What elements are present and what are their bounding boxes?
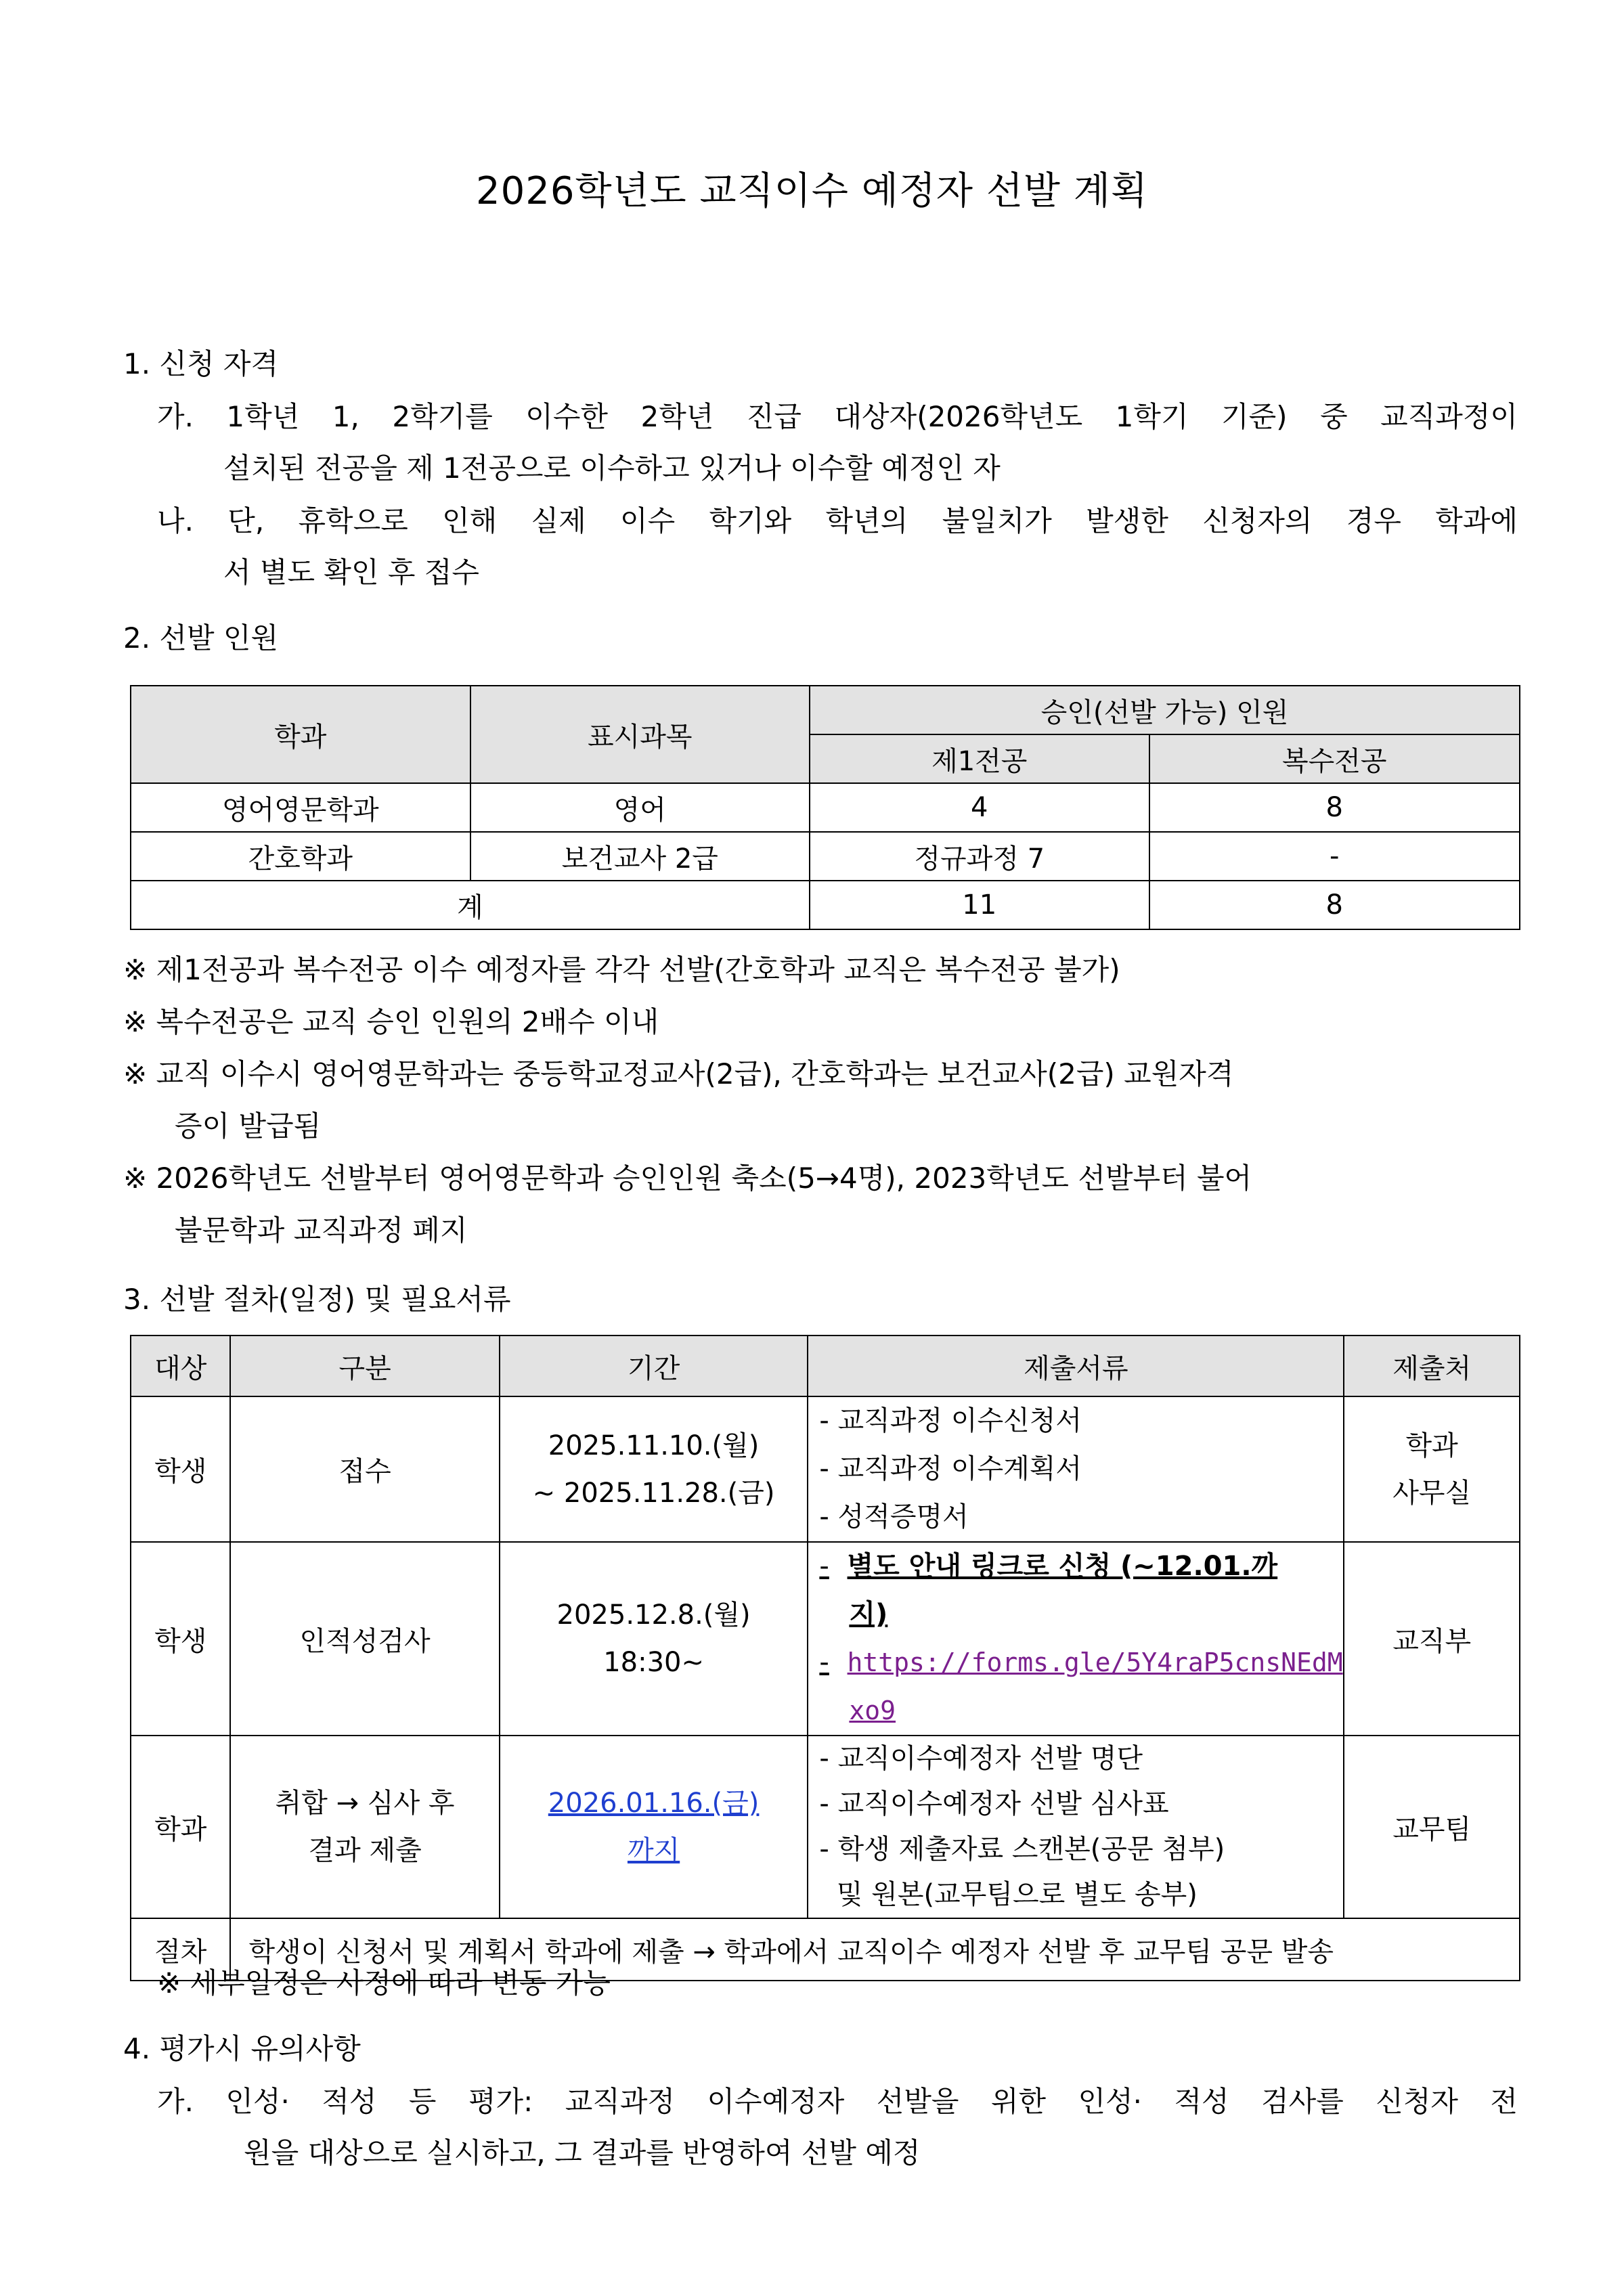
schedule-docs	[808, 1542, 1344, 1736]
table-row	[131, 783, 1520, 832]
table-row	[131, 1542, 1520, 1736]
period-deadline: 2026.01.16.(금)	[548, 1788, 760, 1819]
period-start: 2025.11.10.(월)	[548, 1430, 760, 1461]
schedule-header-type: 구분	[230, 1335, 499, 1396]
type-line: 취합 → 심사 후	[275, 1788, 455, 1819]
section1-item-b-line1: 나. 단, 휴학으로 인해 실제 이수 학기와 학년의 불일치가 발생한 신청자의 경우 학과에	[157, 504, 1518, 537]
doc-dash: -	[819, 1551, 829, 1582]
form-link[interactable]: https://forms.gle/5Y4raP5cnsNEdM	[847, 1648, 1343, 1677]
schedule-type: 접수	[230, 1396, 499, 1542]
schedule-dest: 교무팀	[1344, 1736, 1520, 1918]
schedule-period	[500, 1396, 808, 1542]
quota-major1: 4	[810, 783, 1149, 832]
section2-note-2: ※ 복수전공은 교직 승인 인원의 2배수 이내	[123, 1005, 659, 1038]
quota-total-label: 계	[131, 881, 810, 929]
schedule-docs	[808, 1396, 1344, 1542]
page-title: 2026학년도 교직이수 예정자 선발 계획	[475, 169, 1149, 213]
doc-item: - 성적증명서	[819, 1501, 969, 1532]
table-row-total	[131, 881, 1520, 929]
quota-double: -	[1149, 832, 1520, 881]
quota-header-major1: 제1전공	[810, 734, 1149, 783]
doc-item: - 교직과정 이수신청서	[819, 1405, 1082, 1436]
period-deadline-suffix: 까지	[627, 1835, 680, 1866]
doc-item-apply-cont	[819, 1591, 1343, 1639]
section1-item-a-line1: 가. 1학년 1, 2학기를 이수한 2학년 진급 대상자(2026학년도 1학기 기준) 중 교직과정이	[157, 400, 1518, 433]
schedule-table	[130, 1335, 1520, 1981]
doc-item: - 교직과정 이수계획서	[819, 1453, 1082, 1484]
apply-instruction-cont: 지)	[849, 1599, 888, 1630]
schedule-header-target: 대상	[131, 1335, 230, 1396]
period-end: ~ 2025.11.28.(금)	[532, 1477, 775, 1509]
section1-item-a-line2: 설치된 전공을 제 1전공으로 이수하고 있거나 이수할 예정인 자	[223, 451, 1001, 485]
quota-table	[130, 685, 1520, 930]
schedule-header-dest: 제출처	[1344, 1335, 1520, 1396]
section2-note-3-cont: 증이 발급됨	[175, 1109, 322, 1143]
period-time: 18:30~	[603, 1647, 704, 1678]
schedule-header-period: 기간	[500, 1335, 808, 1396]
period-date: 2025.12.8.(월)	[556, 1599, 751, 1631]
doc-item: - 교직이수예정자 선발 심사표	[819, 1788, 1169, 1819]
schedule-header-docs: 제출서류	[808, 1335, 1344, 1396]
section2-heading: 2. 선발 인원	[123, 621, 279, 655]
schedule-docs	[808, 1736, 1344, 1918]
section2-note-1: ※ 제1전공과 복수전공 이수 예정자를 각각 선발(간호학과 교직은 복수전공 불가)	[123, 953, 1120, 986]
quota-subject: 영어	[470, 783, 810, 832]
section3-heading: 3. 선발 절차(일정) 및 필요서류	[123, 1283, 511, 1316]
table-row	[131, 1736, 1520, 1918]
doc-item: - 학생 제출자료 스캔본(공문 첨부)	[819, 1834, 1225, 1865]
section4-item-a-line2: 원을 대상으로 실시하고, 그 결과를 반영하여 선발 예정	[244, 2136, 921, 2169]
schedule-target: 학생	[131, 1542, 230, 1736]
procedure-label: 절차	[131, 1918, 230, 1981]
quota-double: 8	[1149, 783, 1520, 832]
quota-dept: 영어영문학과	[131, 783, 470, 832]
form-link-cont[interactable]: xo9	[849, 1696, 896, 1725]
schedule-type	[230, 1736, 499, 1918]
section2-note-3: ※ 교직 이수시 영어영문학과는 중등학교정교사(2급), 간호학과는 보건교사(2급) 교원자격	[123, 1057, 1234, 1090]
type-line: 결과 제출	[308, 1835, 422, 1866]
schedule-period	[500, 1736, 808, 1918]
dest-line: 사무실	[1392, 1477, 1472, 1509]
quota-header-approved: 승인(선발 가능) 인원	[810, 686, 1520, 734]
section4-heading: 4. 평가시 유의사항	[123, 2032, 361, 2065]
table-row	[131, 832, 1520, 881]
doc-item-link	[819, 1639, 1343, 1687]
schedule-type: 인적성검사	[230, 1542, 499, 1736]
doc-dash: -	[819, 1647, 829, 1678]
section1-heading: 1. 신청 자격	[123, 347, 279, 380]
doc-item-apply	[819, 1543, 1343, 1591]
section4-item-a-line1: 가. 인성· 적성 등 평가: 교직과정 이수예정자 선발을 위한 인성· 적성 검사를 신청자 전	[157, 2085, 1518, 2118]
section2-note-4: ※ 2026학년도 선발부터 영어영문학과 승인인원 축소(5→4명), 2023학년도 선발부터 불어	[123, 1162, 1252, 1195]
section1-item-b-line2: 서 별도 확인 후 접수	[223, 556, 479, 589]
schedule-target: 학생	[131, 1396, 230, 1542]
section3-note: ※ 세부일정은 사정에 따라 변동 가능	[157, 1966, 611, 2000]
table-row	[131, 1396, 1520, 1542]
schedule-target: 학과	[131, 1736, 230, 1918]
dest-line: 학과	[1405, 1430, 1458, 1461]
section2-note-4-cont: 불문학과 교직과정 폐지	[175, 1214, 468, 1247]
quota-header-double: 복수전공	[1149, 734, 1520, 783]
doc-item-link-cont	[819, 1687, 1343, 1735]
quota-header-subject: 표시과목	[470, 686, 810, 783]
doc-item: - 교직이수예정자 선발 명단	[819, 1743, 1143, 1774]
schedule-dest: 교직부	[1344, 1542, 1520, 1736]
schedule-dest	[1344, 1396, 1520, 1542]
apply-instruction: 별도 안내 링크로 신청 (~12.01.까	[847, 1551, 1278, 1582]
schedule-period	[500, 1542, 808, 1736]
quota-dept: 간호학과	[131, 832, 470, 881]
quota-total-major1: 11	[810, 881, 1149, 929]
quota-header-dept: 학과	[131, 686, 470, 783]
quota-major1: 정규과정 7	[810, 832, 1149, 881]
procedure-text: 학생이 신청서 및 계획서 학과에 제출 → 학과에서 교직이수 예정자 선발 후 교무팀 공문 발송	[230, 1918, 1520, 1981]
quota-subject: 보건교사 2급	[470, 832, 810, 881]
quota-total-double: 8	[1149, 881, 1520, 929]
doc-item: 및 원본(교무팀으로 별도 송부)	[819, 1879, 1198, 1910]
